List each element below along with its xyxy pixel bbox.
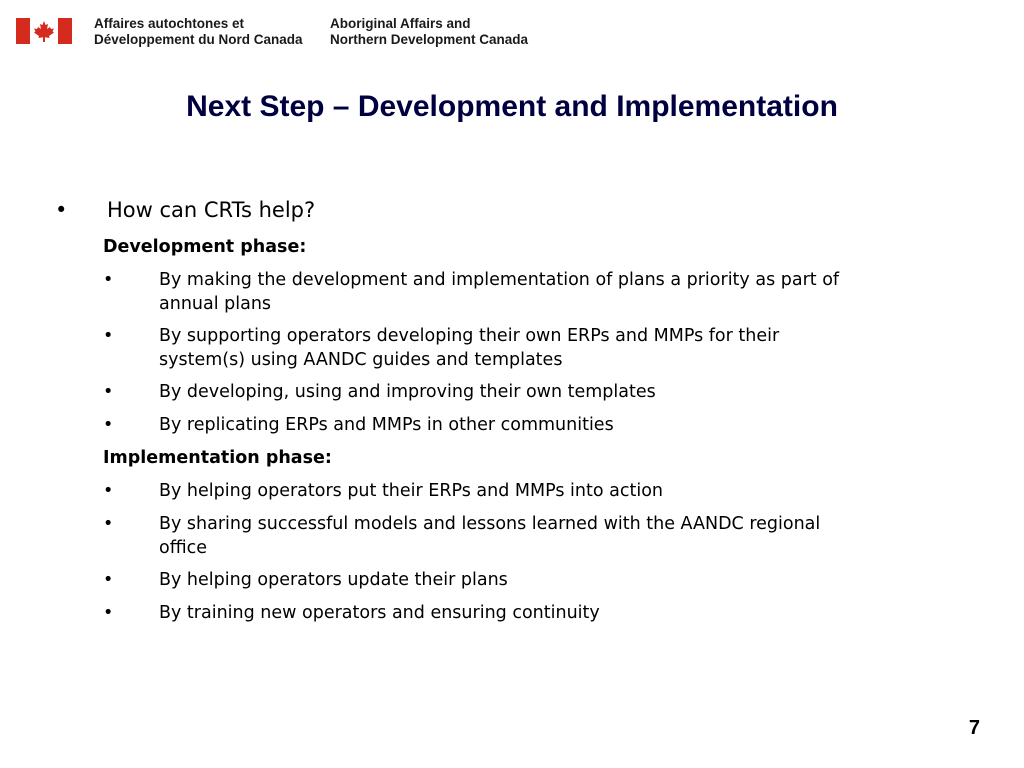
bullet-icon: • — [55, 198, 68, 222]
list-item-text: By replicating ERPs and MMPs in other communities — [159, 415, 614, 435]
development-phase-heading: Development phase: — [103, 237, 307, 257]
bullet-icon: • — [103, 415, 114, 435]
list-item-text: By supporting operators developing their own ERPs and MMPs for their system(s) using AANDC guides and templates — [159, 326, 780, 370]
bullet-icon: • — [103, 481, 114, 501]
question-text: How can CRTs help? — [107, 198, 316, 222]
list-item-text: By developing, using and improving their own templates — [159, 382, 656, 402]
department-name-french — [94, 16, 303, 48]
list-item — [103, 324, 843, 372]
canada-flag-icon — [16, 18, 72, 44]
bullet-icon: • — [103, 570, 114, 590]
list-item-text: By helping operators put their ERPs and MMPs into action — [159, 481, 663, 501]
bullet-icon: • — [103, 326, 114, 346]
list-item — [103, 413, 843, 437]
department-name-english — [330, 16, 528, 48]
list-item — [103, 601, 843, 625]
department-name-english-line2: Northern Development Canada — [330, 32, 529, 47]
department-name-french-line1: Affaires autochtones et — [94, 16, 245, 31]
list-item-text: By training new operators and ensuring continuity — [159, 603, 600, 623]
bullet-icon: • — [103, 382, 114, 402]
department-name-english-line1: Aboriginal Affairs and — [330, 16, 471, 31]
bullet-icon: • — [103, 603, 114, 623]
implementation-phase-heading: Implementation phase: — [103, 448, 332, 468]
department-name-french-line2: Développement du Nord Canada — [94, 32, 303, 47]
list-item — [103, 380, 843, 404]
slide-title: Next Step – Development and Implementation — [186, 90, 838, 123]
list-item — [103, 268, 843, 316]
list-item-text: By sharing successful models and lessons learned with the AANDC regional office — [159, 514, 821, 558]
list-item-text: By helping operators update their plans — [159, 570, 508, 590]
list-item — [103, 568, 843, 592]
list-item — [103, 479, 843, 503]
list-item-text: By making the development and implementation of plans a priority as part of annual plans — [159, 270, 840, 314]
bullet-icon: • — [103, 514, 114, 534]
page-number: 7 — [968, 717, 980, 739]
list-item — [103, 512, 843, 560]
bullet-icon: • — [103, 270, 114, 290]
government-header — [16, 15, 636, 49]
